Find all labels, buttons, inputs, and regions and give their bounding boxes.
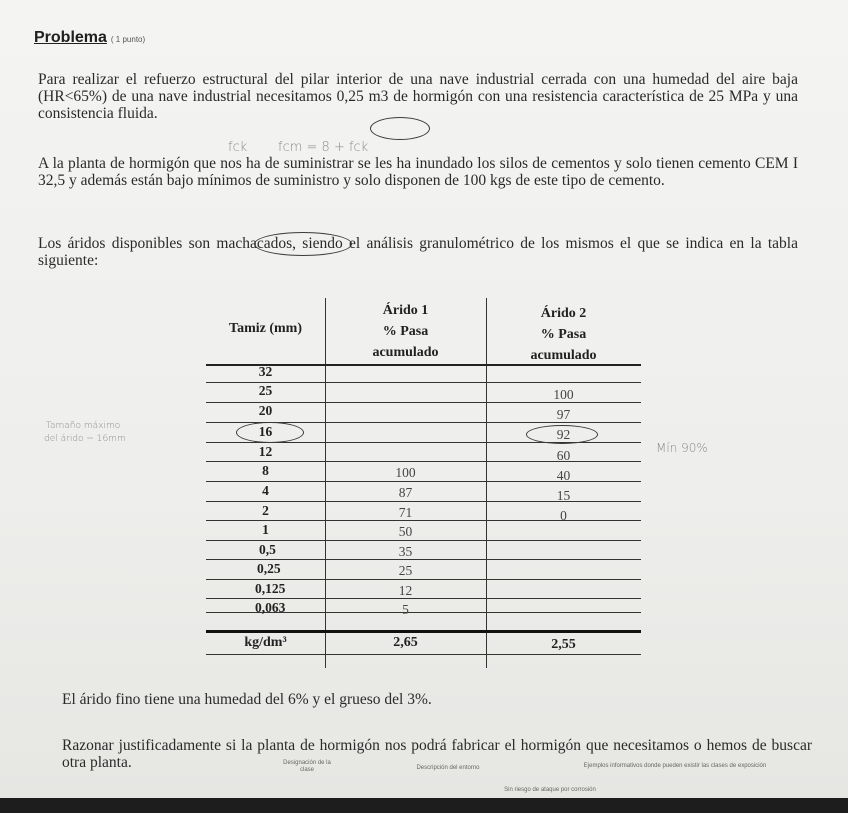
row-arido1: 100 (395, 465, 416, 480)
fluida-circle-mark (370, 117, 430, 140)
row-arido2: 100 (553, 387, 574, 402)
row-arido1: 71 (398, 505, 413, 520)
row-arido1: 35 (398, 544, 413, 559)
paragraph-humidity: El árido fino tiene una humedad del 6% y el grueso del 3%. (62, 691, 432, 708)
row-arido2: 15 (556, 488, 571, 503)
row-tamiz: 0,063 (255, 600, 286, 615)
annotation-max-size-line1: Tamaño máximo (46, 421, 121, 431)
problem-title: Problema (34, 29, 107, 46)
row-tamiz: 2 (262, 503, 269, 518)
header-tamiz: Tamiz (mm) (229, 321, 302, 336)
paragraph-aggregates: Los áridos disponibles son machacados, siendo el análisis granulométrico de los mismos el que se indica en la tabla siguiente: (38, 235, 798, 269)
footer-ejemplos: Ejemplos informativos donde pueden existir las clases de exposición (583, 763, 767, 769)
row-arido2: 0 (560, 508, 567, 523)
row-tamiz: 1 (262, 522, 269, 537)
annotation-min-90: Mín 90% (656, 441, 708, 455)
annotation-fcm: fcm = 8 + fck (278, 140, 369, 155)
row-arido1: 12 (398, 583, 413, 598)
row-arido1: 5 (402, 602, 409, 617)
problem-points: ( 1 punto) (110, 35, 146, 44)
row-tamiz: 16 (258, 424, 273, 439)
header-arido1-line1: Árido 1 (382, 303, 429, 318)
footer-descripcion: Descripción del entorno (416, 765, 480, 771)
tamiz-16-circle-mark (236, 422, 304, 443)
density-arido2: 2,55 (551, 637, 576, 652)
footer-designacion: Designación de la clase (283, 760, 331, 773)
row-tamiz: 12 (258, 444, 273, 459)
density-arido1: 2,65 (393, 635, 418, 650)
row-tamiz: 0,125 (255, 581, 286, 596)
paragraph-cement: A la planta de hormigón que nos ha de suministrar se les ha inundado los silos de cementos y solo tienen cemento CEM I 32,5 y además están bajo mínimos de suministro y solo disponen de 100 kgs de este tipo de cemento. (38, 155, 798, 189)
footer-riesgo: Sin riesgo de ataque por corrosión (504, 787, 596, 793)
row-arido2: 40 (556, 468, 571, 483)
header-arido2-line2: % Pasa (540, 327, 587, 342)
density-label: kg/dm³ (244, 635, 287, 650)
header-arido1-line2: % Pasa (382, 324, 429, 339)
row-tamiz: 25 (258, 383, 273, 398)
row-arido1: 87 (398, 485, 413, 500)
problem-heading (34, 29, 145, 47)
row-tamiz: 4 (262, 483, 269, 498)
row-arido1: 25 (398, 563, 413, 578)
header-arido1-line3: acumulado (372, 345, 439, 360)
row-tamiz: 0,25 (257, 561, 281, 576)
annotation-fck: fck (228, 140, 248, 155)
row-tamiz: 32 (258, 364, 273, 379)
machacados-circle-mark (254, 232, 352, 256)
row-tamiz: 8 (262, 463, 269, 478)
header-arido2-line3: acumulado (530, 348, 597, 363)
header-arido2-line1: Árido 2 (540, 306, 587, 321)
row-arido1: 50 (398, 524, 413, 539)
paragraph-question: Razonar justificadamente si la planta de hormigón nos podrá fabricar el hormigón que necesitamos o hemos de buscar otra planta. (62, 737, 812, 771)
paragraph-requirements: Para realizar el refuerzo estructural del pilar interior de una nave industrial cerrada con una humedad del aire baja (HR<65%) de una nave industrial necesitamos 0,25 m3 de hormigón con una resistencia característica de 25 MPa y una consistencia fluida. (38, 71, 798, 122)
bottom-dark-edge (0, 798, 848, 813)
value-92-circle-mark (526, 425, 598, 444)
row-arido2: 97 (556, 407, 571, 422)
granulometry-table (206, 298, 641, 668)
row-tamiz: 20 (258, 403, 273, 418)
row-arido2: 92 (556, 427, 571, 442)
annotation-max-size-line2: del árido = 16mm (44, 434, 126, 444)
row-tamiz: 0,5 (259, 542, 276, 557)
row-arido2: 60 (556, 448, 571, 463)
